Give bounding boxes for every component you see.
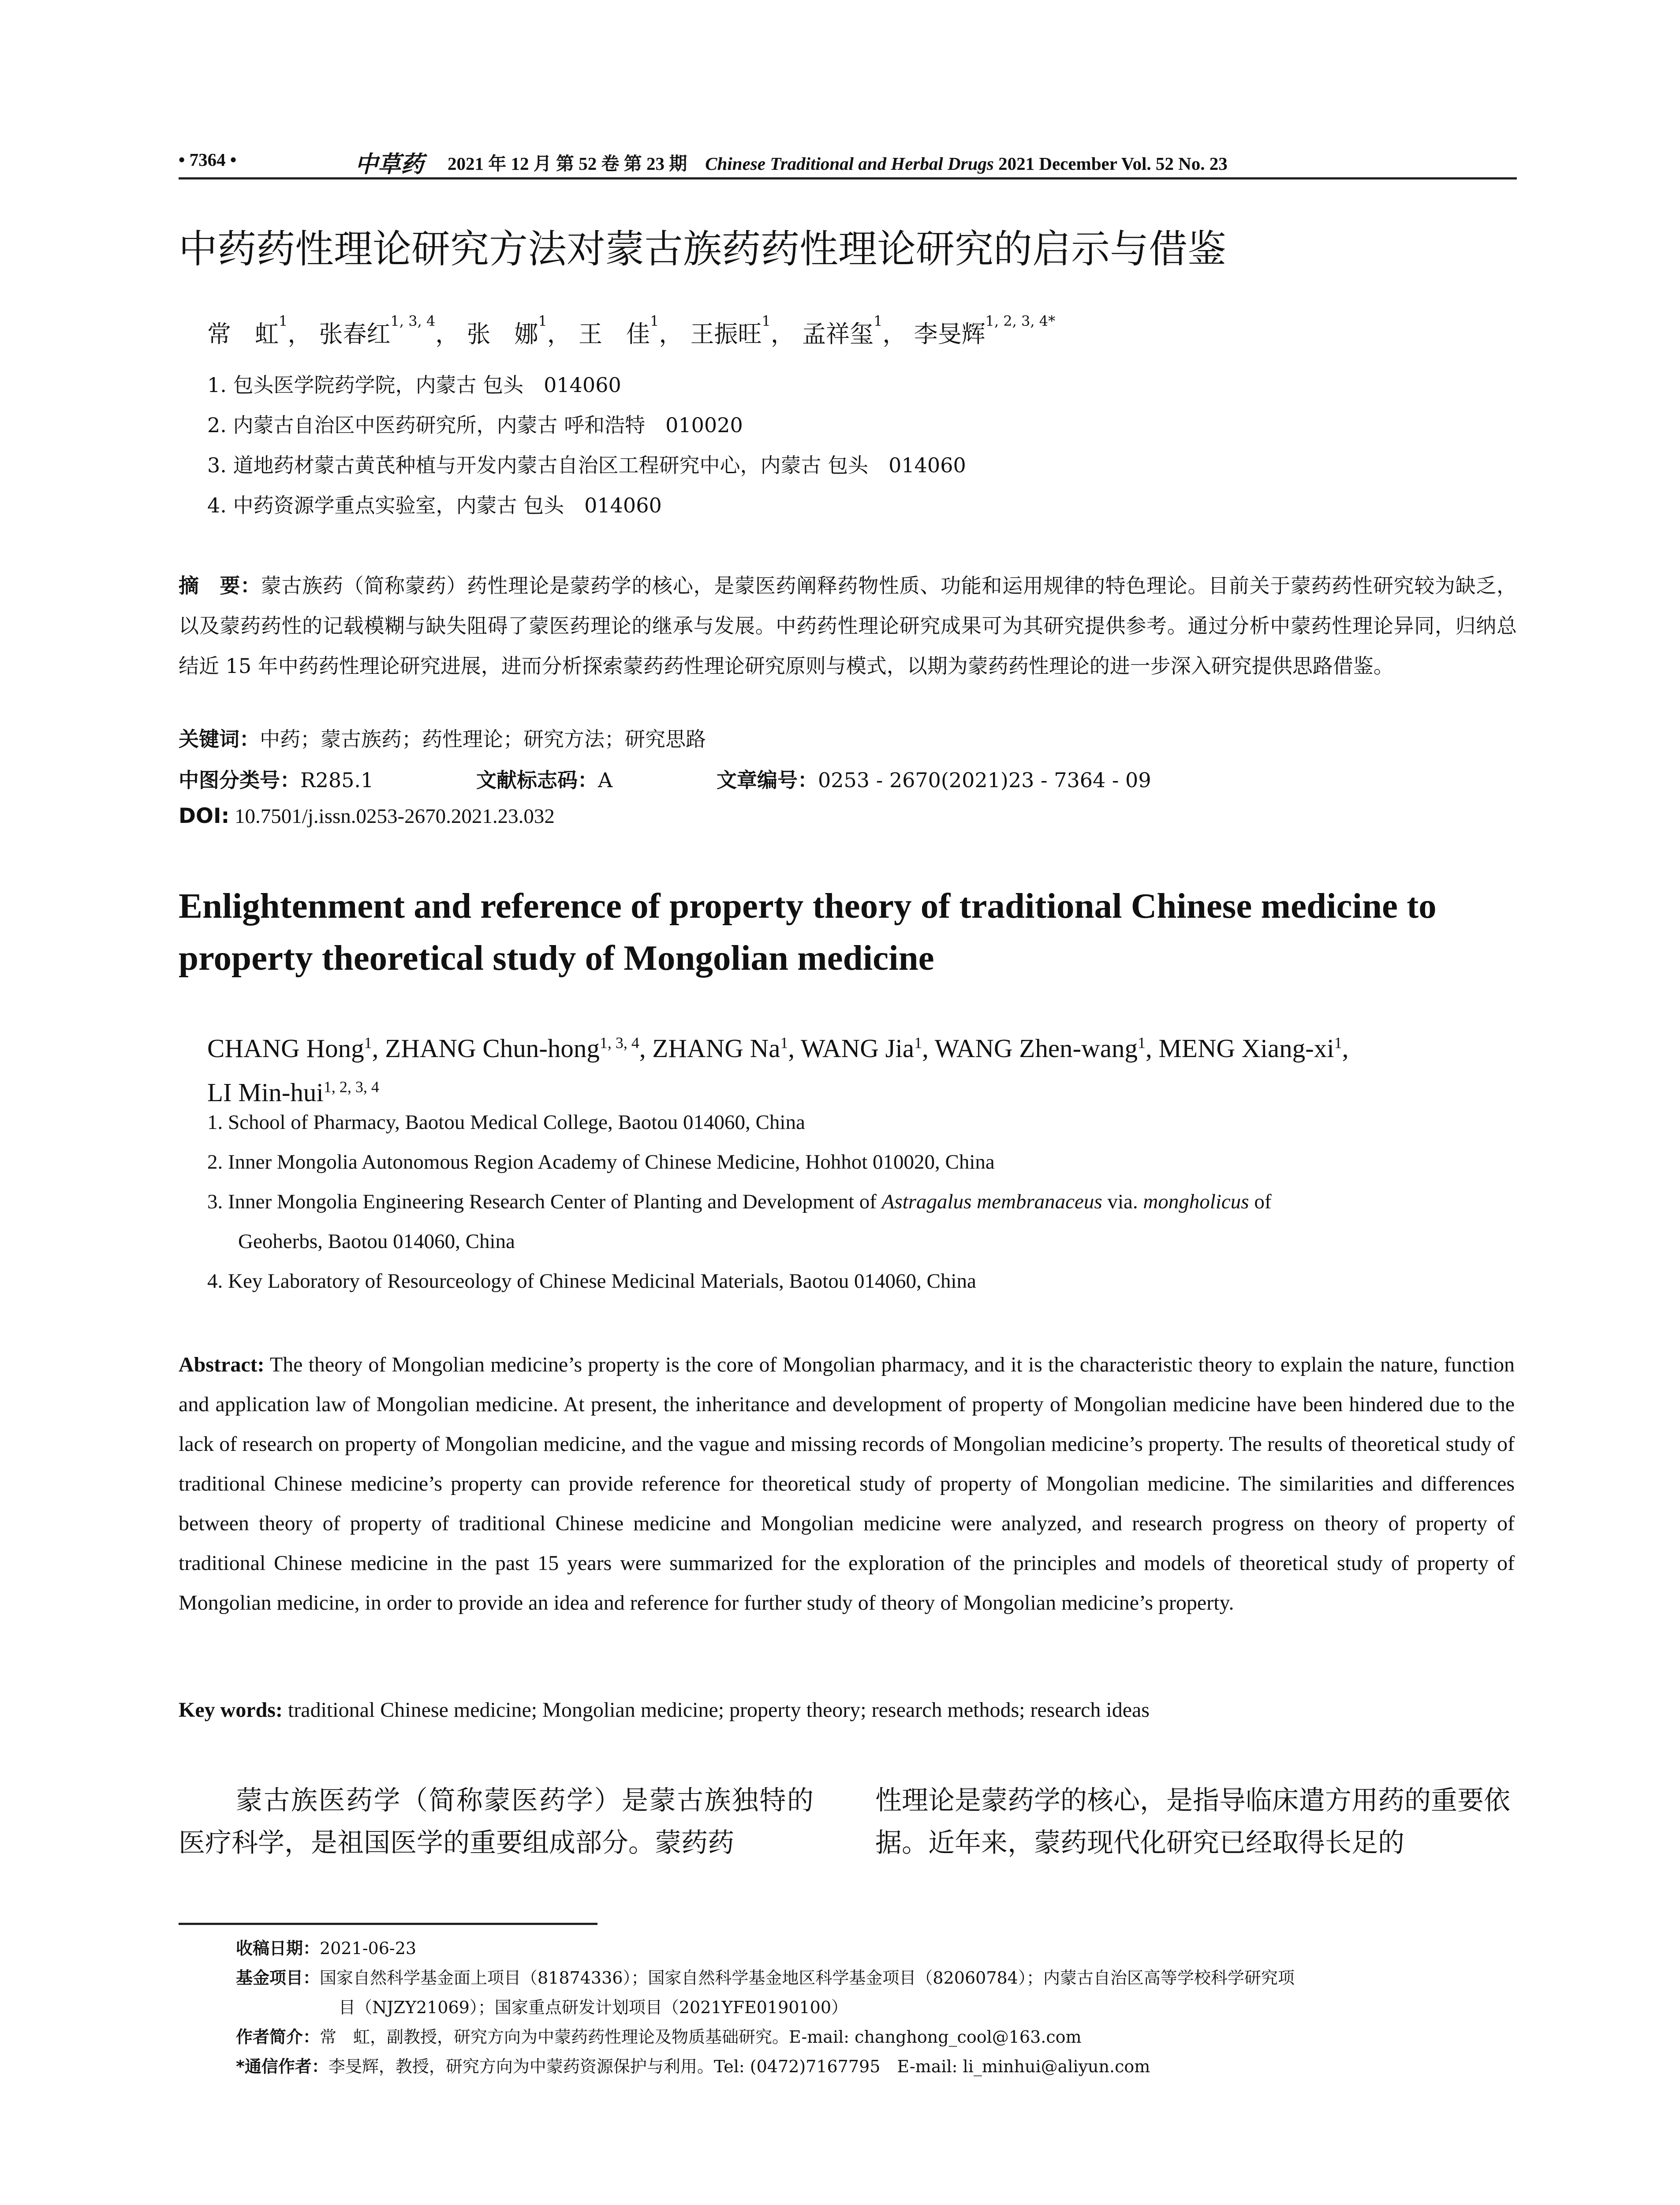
author-sep: ， [547, 320, 571, 348]
doc-code-value: A [598, 768, 613, 792]
author-en [1158, 1034, 1348, 1063]
author-name: ZHANG Chun-hong [385, 1033, 600, 1063]
author-sup: 1, 2, 3, 4 [323, 1078, 379, 1096]
author-sup: 1 [762, 313, 771, 329]
affiliation-cn: 2. 内蒙古自治区中医药研究所，内蒙古 呼和浩特 010020 [207, 413, 743, 437]
footnote-funding-continued: 目（NJZY21069）；国家重点研发计划项目（2021YFE0190100） [339, 1998, 848, 2017]
author-name: CHANG Hong [207, 1033, 364, 1063]
author-sep: ， [770, 320, 795, 348]
journal-logo: 中草药 [355, 151, 424, 178]
affiliation-cn: 3. 道地药材蒙古黄芪种植与开发内蒙古自治区工程研究中心，内蒙古 包头 014060 [207, 453, 966, 477]
author-name: WANG Zhen-wang [934, 1033, 1138, 1063]
affiliations-en [207, 1102, 1517, 1301]
author-sup: 1 [1334, 1034, 1342, 1051]
author-sup: 1 [538, 313, 547, 329]
body-column-right: 性理论是蒙药学的核心，是指导临床遣方用药的重要依据。近年来，蒙药现代化研究已经取得长足的 [875, 1785, 1510, 1858]
affiliation-text: of [1249, 1190, 1272, 1213]
author-name: 王 佳 [579, 320, 650, 348]
author-cn [690, 313, 795, 348]
doi [179, 804, 555, 828]
author-en [652, 1034, 800, 1063]
affiliation-en-continued: Geoherbs, Baotou 014060, China [238, 1230, 515, 1253]
affiliation-text: via. [1102, 1190, 1143, 1213]
footnote-received [236, 1934, 1515, 1963]
author-name: WANG Jia [800, 1033, 915, 1063]
doc-code-label: 文献标志码： [476, 768, 598, 792]
issue-info [448, 149, 1228, 175]
doi-value: 10.7501/j.issn.0253-2670.2021.23.032 [235, 805, 555, 828]
author-sup: 1 [874, 313, 883, 329]
abstract-en [179, 1345, 1515, 1623]
author-sup: 1 [650, 313, 659, 329]
author-sup: 1, 2, 3, 4* [985, 313, 1056, 329]
author-sep: , [1145, 1033, 1159, 1063]
species-name: Astragalus membranaceus [881, 1190, 1102, 1213]
author-sep: , [922, 1033, 935, 1063]
author-sup: 1 [914, 1034, 922, 1051]
fund-text: 国家自然科学基金面上项目（81874336）；国家自然科学基金地区科学基金项目（82060784）；内蒙古自治区高等学校科学研究项 [320, 1968, 1295, 1988]
footnote-funding [236, 1963, 1515, 1993]
author-sep: ， [882, 320, 907, 348]
author-sup: 1, 3, 4 [390, 313, 436, 329]
author-cn [467, 313, 571, 348]
author-name: MENG Xiang-xi [1158, 1033, 1334, 1063]
author-name: 常 虹 [207, 320, 279, 348]
affiliations-cn [207, 365, 966, 526]
corr-label: *通信作者： [236, 2057, 329, 2076]
title-en: Enlightenment and reference of property theory of traditional Chinese medicine to property theoretical study of Mongolian medicine [179, 886, 1437, 978]
author-sup: 1 [364, 1034, 372, 1051]
author-cn [207, 313, 312, 348]
footnote-author-bio [236, 2022, 1515, 2052]
abstract-en-label: Abstract: [179, 1353, 265, 1376]
footnote-corresponding [236, 2052, 1515, 2082]
clc-number [179, 764, 373, 793]
author-name: 孟祥玺 [802, 320, 874, 348]
author-name: LI Min-hui [207, 1078, 324, 1107]
running-header [179, 146, 1517, 179]
author-sup: 1, 3, 4 [599, 1034, 639, 1051]
received-label: 收稿日期： [236, 1939, 320, 1958]
author-sep: ， [287, 320, 312, 348]
author-sep: ， [659, 320, 683, 348]
article-id-value: 0253 - 2670(2021)23 - 7364 - 09 [818, 768, 1151, 792]
fund-label: 基金项目： [236, 1968, 320, 1988]
clc-label: 中图分类号： [179, 768, 300, 792]
title-cn: 中药药性理论研究方法对蒙古族药药性理论研究的启示与借鉴 [179, 226, 1227, 272]
authors-en [207, 1023, 1521, 1112]
abstract-cn-text: 蒙古族药（简称蒙药）药性理论是蒙药学的核心，是蒙医药阐释药物性质、功能和运用规律的特色理论。目前关于蒙药药性研究较为缺乏，以及蒙药药性的记载模糊与缺失阻碍了蒙医药理论的继承与发展。中药药性理论研究成果可为其研究提供参考。通过分析中蒙药性理论异同，归纳总结近 15 年中药药性理论研究进展，进而分析探索蒙药药性理论研究原则与模式，以期为蒙药药性理论的进一步深入研究提供思路借鉴。 [179, 574, 1517, 678]
authors-cn [207, 315, 1055, 349]
keywords-cn [179, 723, 706, 752]
abstract-cn [179, 566, 1517, 686]
keywords-cn-label: 关键词： [179, 727, 260, 751]
author-sep: , [788, 1033, 801, 1063]
author-sup: 1 [780, 1034, 788, 1051]
issue-info-journal-en: Chinese Traditional and Herbal Drugs [705, 153, 994, 174]
footnotes [236, 1934, 1515, 2082]
author-cn [802, 313, 907, 348]
received-date: 2021-06-23 [320, 1939, 417, 1958]
corr-text: 李旻辉，教授，研究方向为中蒙药资源保护与利用。Tel: (0472)7167795 E-mail: li_minhui@aliyun.com [328, 2057, 1150, 2076]
abstract-cn-label: 摘 要： [179, 574, 261, 598]
author-name: 李旻辉 [914, 320, 986, 348]
author-sep: , [372, 1033, 385, 1063]
author-sup: 1 [279, 313, 288, 329]
abstract-en-text: The theory of Mongolian medicine’s property is the core of Mongolian pharmacy, and it is the characteristic theory to explain the nature, function and application law of Mongolian medicine. At present, the inheritance and development of property of Mongolian medicine have been hindered due to the lack of research on property of Mongolian medicine, and the vague and missing records of Mongolian medicine’s property. The results of theoretical study of traditional Chinese medicine’s property can provide reference for theoretical study of property of Mongolian medicine. The similarities and differences between theory of property of traditional Chinese medicine and Mongolian medicine were analyzed, and research progress on theory of property of traditional Chinese medicine in the past 15 years were summarized for the exploration of the principles and models of theoretical study of property of Mongolian medicine, in order to provide an idea and reference for further study of theory of Mongolian medicine’s property. [179, 1353, 1515, 1615]
issue-info-en: 2021 December Vol. 52 No. 23 [998, 153, 1228, 174]
bio-text: 常 虹，副教授，研究方向为中蒙药药性理论及物质基础研究。E-mail: changhong_cool@163.com [320, 2027, 1082, 2047]
bio-label: 作者简介： [236, 2027, 320, 2047]
doi-label: DOI: [179, 804, 230, 828]
article-id-label: 文章编号： [717, 768, 818, 792]
body-column-left: 蒙古族医药学（简称蒙医药学）是蒙古族独特的医疗科学，是祖国医学的重要组成部分。蒙药药 [179, 1785, 814, 1858]
author-cn [914, 313, 1056, 348]
author-cn [319, 313, 459, 348]
clc-value: R285.1 [300, 768, 374, 792]
footnote-rule [179, 1923, 597, 1925]
article-id [717, 764, 1151, 793]
affiliation-text: 3. Inner Mongolia Engineering Research Center of Planting and Development of [207, 1190, 882, 1213]
keywords-en-text: traditional Chinese medicine; Mongolian medicine; property theory; research methods; research ideas [287, 1698, 1150, 1722]
affiliation-cn: 1. 包头医学院药学院，内蒙古 包头 014060 [207, 373, 621, 397]
affiliation-cn: 4. 中药资源学重点实验室，内蒙古 包头 014060 [207, 493, 662, 517]
keywords-en-label: Key words: [179, 1698, 283, 1722]
issue-info-cn: 2021 年 12 月 第 52 卷 第 23 期 [448, 153, 687, 174]
author-name: ZHANG Na [652, 1033, 780, 1063]
page-number: • 7364 • [179, 149, 237, 170]
author-en [207, 1034, 385, 1063]
author-en [935, 1034, 1159, 1063]
author-name: 王振旺 [690, 320, 762, 348]
author-sep: , [639, 1033, 653, 1063]
author-cn [579, 313, 683, 348]
author-en [801, 1034, 935, 1063]
affiliation-en: 4. Key Laboratory of Resourceology of Chinese Medicinal Materials, Baotou 014060, China [207, 1270, 976, 1293]
author-sep: , [1342, 1033, 1349, 1063]
author-name: 张 娜 [467, 320, 538, 348]
variety-name: mongholicus [1143, 1190, 1249, 1213]
affiliation-en: 1. School of Pharmacy, Baotou Medical College, Baotou 014060, China [207, 1111, 805, 1134]
affiliation-en: 2. Inner Mongolia Autonomous Region Academy of Chinese Medicine, Hohhot 010020, China [207, 1151, 995, 1174]
author-sup: 1 [1137, 1034, 1146, 1051]
affiliation-en [207, 1182, 1517, 1222]
keywords-cn-text: 中药；蒙古族药；药性理论；研究方法；研究思路 [260, 727, 706, 751]
document-code [476, 764, 612, 793]
author-en [385, 1034, 652, 1063]
author-name: 张春红 [319, 320, 391, 348]
author-sep: ， [435, 320, 459, 348]
keywords-en [179, 1698, 1150, 1722]
